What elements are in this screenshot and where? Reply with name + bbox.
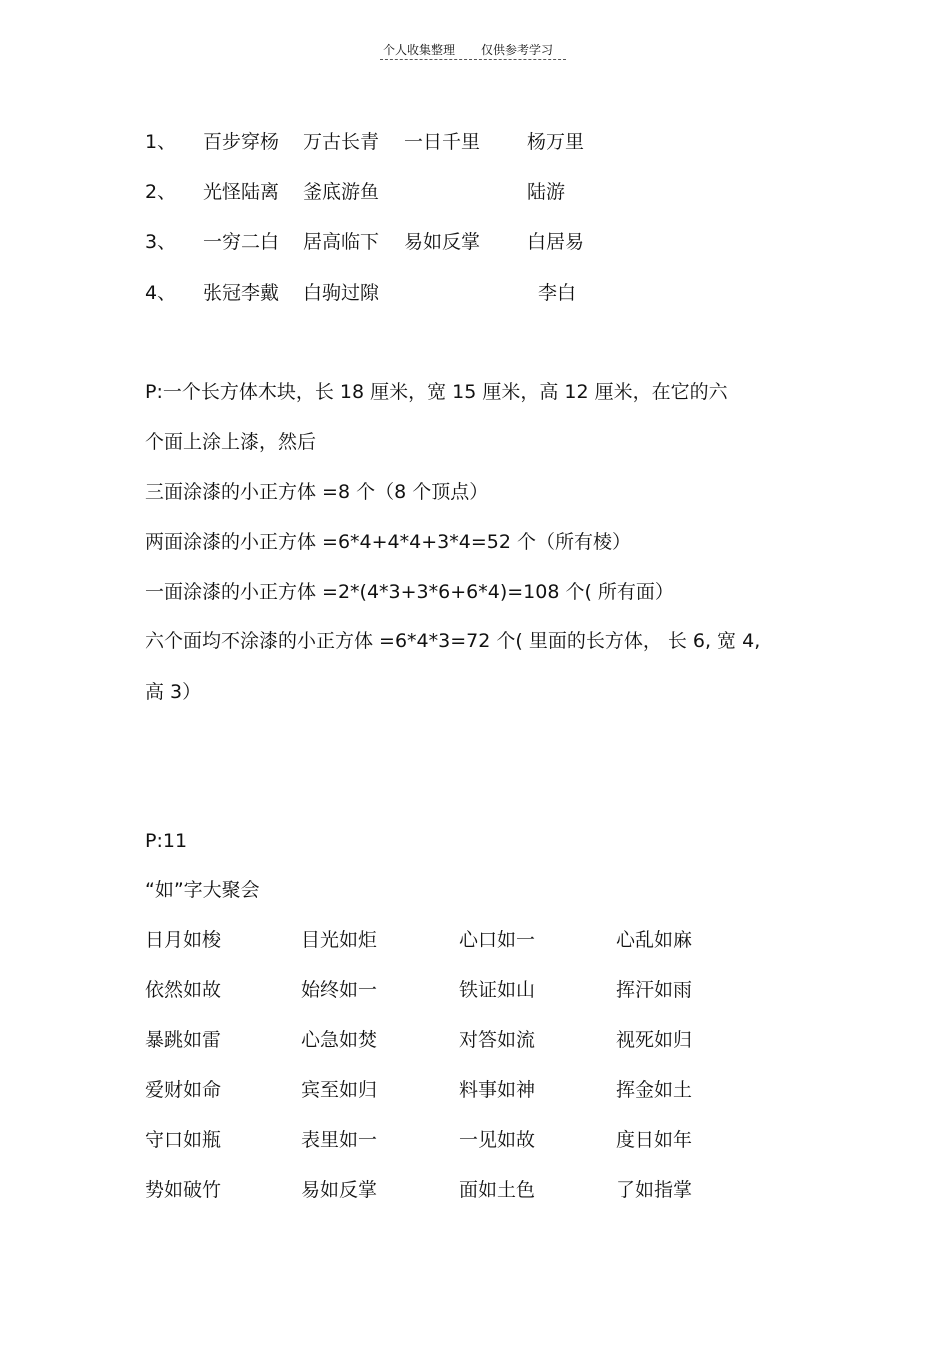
idiom: 日月如梭 (145, 929, 222, 951)
idiom: 了如指掌 (616, 1179, 693, 1201)
poet-name: 李白 (538, 282, 577, 304)
header-right-text: 仅供参考学习 (481, 43, 554, 57)
idiom: 万古长青 (303, 131, 380, 153)
idiom: 易如反掌 (301, 1179, 378, 1201)
idiom: 易如反掌 (404, 231, 481, 253)
idiom: 爱财如命 (145, 1079, 222, 1101)
idiom: 势如破竹 (145, 1179, 222, 1201)
idiom: 守口如瓶 (145, 1129, 222, 1151)
problem-line: 一面涂漆的小正方体 =2*(4*3+3*6+6*4)=108 个( 所有面） (145, 581, 674, 603)
idiom: 挥金如土 (616, 1079, 693, 1101)
idiom: 度日如年 (616, 1129, 693, 1151)
idiom: 一日千里 (404, 131, 481, 153)
idiom: 白驹过隙 (303, 282, 380, 304)
page-label: P:11 (145, 830, 188, 852)
idiom: 对答如流 (459, 1029, 536, 1051)
poet-name: 杨万里 (527, 131, 585, 153)
idiom: 居高临下 (303, 231, 380, 253)
idiom: 光怪陆离 (203, 181, 280, 203)
idiom: 始终如一 (301, 979, 378, 1001)
problem-line: 三面涂漆的小正方体 =8 个（8 个顶点） (145, 481, 489, 503)
problem-line: 个面上涂上漆，然后 (145, 431, 317, 453)
row-number: 3、 (145, 231, 177, 253)
idiom: 釜底游鱼 (303, 181, 380, 203)
idiom: 心口如一 (459, 929, 536, 951)
section-title: “如”字大聚会 (145, 879, 260, 901)
idiom: 表里如一 (301, 1129, 378, 1151)
page-header (380, 39, 566, 60)
idiom: 依然如故 (145, 979, 222, 1001)
problem-line: 两面涂漆的小正方体 =6*4+4*4+3*4=52 个（所有棱） (145, 531, 631, 553)
idiom: 目光如炬 (301, 929, 378, 951)
row-number: 2、 (145, 181, 177, 203)
idiom: 视死如归 (616, 1029, 693, 1051)
idiom: 百步穿杨 (203, 131, 280, 153)
idiom: 暴跳如雷 (145, 1029, 222, 1051)
row-number: 1、 (145, 131, 177, 153)
poet-name: 白居易 (527, 231, 585, 253)
idiom: 挥汗如雨 (616, 979, 693, 1001)
header-left-text: 个人收集整理 (383, 43, 456, 57)
idiom: 一见如故 (459, 1129, 536, 1151)
idiom: 料事如神 (459, 1079, 536, 1101)
problem-line: 高 3） (145, 681, 202, 703)
poet-name: 陆游 (527, 181, 566, 203)
idiom: 铁证如山 (459, 979, 536, 1001)
idiom: 宾至如归 (301, 1079, 378, 1101)
idiom: 面如土色 (459, 1179, 536, 1201)
idiom: 一穷二白 (203, 231, 280, 253)
idiom: 张冠李戴 (203, 282, 280, 304)
problem-line: P:一个长方体木块，长 18 厘米，宽 15 厘米，高 12 厘米，在它的六 (145, 381, 728, 403)
problem-line: 六个面均不涂漆的小正方体 =6*4*3=72 个( 里面的长方体， 长 6, 宽 4, (145, 630, 761, 652)
idiom: 心乱如麻 (616, 929, 693, 951)
row-number: 4、 (145, 282, 177, 304)
idiom: 心急如焚 (301, 1029, 378, 1051)
